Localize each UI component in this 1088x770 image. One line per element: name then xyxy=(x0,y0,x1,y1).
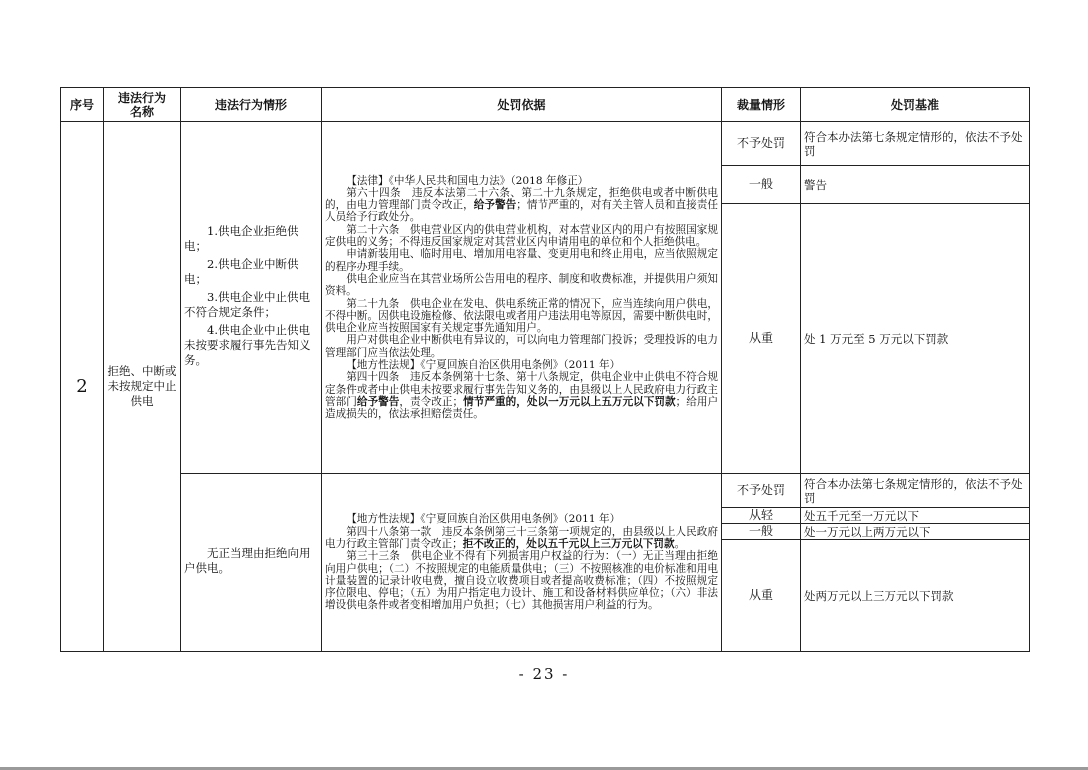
basis-text: 第六十四条 违反本法第二十六条、第二十九条规定，拒绝供电或者中断供电的，由电力管理部门责令改正， xyxy=(325,186,718,212)
basis-text: 第三十三条 供电企业不得有下列损害用户权益的行为：（一）无正当理由拒绝向用户供电；（二）不按照规定的电能质量供电；（三）不按照核准的电价标准和用电计量装置的记录计收电费，擅自设立收费项目或者提高收费标准；（四）不按照规定序位限电、停电；（五）为用户指定电力设计、施工和设备材料供应单位；（六）非法增设供电条件或者变相增加用户负担；（七）其他损害用户利益的行为。 xyxy=(325,550,718,612)
basis-text: 供电企业应当在其营业场所公告用电的程序、制度和收费标准，并提供用户须知资料。 xyxy=(325,272,718,298)
standard-1-2: 警告 xyxy=(801,166,1030,204)
standard-2-4: 处两万元以上三万元以下罚款 xyxy=(801,540,1030,652)
header-seq: 序号 xyxy=(61,88,104,122)
header-violation-name xyxy=(104,88,181,122)
basis-text: 【法律】《中华人民共和国电力法》（2018 年修正） xyxy=(346,174,589,187)
basis-text: 第四十八条第一款 违反本条例第三十三条第一项规定的，由县级以上人民政府电力行政主管部门责令改正； xyxy=(325,525,718,550)
page-number: - 23 - xyxy=(518,665,570,683)
basis-text: 第二十六条 供电营业区内的供电营业机构，对本营业区内的用户有按照国家规定供电的义务；不得违反国家规定对其营业区内申请用电的单位和个人拒绝供电。 xyxy=(325,223,718,249)
situation-1-line-4: 4.供电企业中止供电未按要求履行事先告知义务。 xyxy=(184,323,311,367)
basis-1 xyxy=(322,122,722,474)
basis-emphasis: 拒不改正的，处以五千元以上三万元以下罚款 xyxy=(462,537,675,550)
level-2-3: 一般 xyxy=(722,524,801,540)
header-violation-situation: 违法行为情形 xyxy=(181,88,322,122)
basis-paragraph xyxy=(325,526,718,551)
basis-paragraph xyxy=(325,371,718,420)
basis-paragraph xyxy=(325,187,718,224)
basis-text: ；给用户造成损失的，依法承担赔偿责任。 xyxy=(325,395,719,421)
basis-paragraph xyxy=(325,224,718,249)
basis-text: ，责令改正； xyxy=(399,395,464,408)
situation-2 xyxy=(181,474,322,652)
situation-1-line-1: 1.供电企业拒绝供电； xyxy=(184,224,299,253)
header-discretion-level: 裁量情形 xyxy=(722,88,801,122)
basis-text: 【地方性法规】《宁夏回族自治区供用电条例》（2011 年） xyxy=(346,513,621,526)
table-row xyxy=(61,474,1030,508)
basis-paragraph xyxy=(325,273,718,298)
basis-text: 申请新装用电、临时用电、增加用电容量、变更用电和终止用电，应当依照规定的程序办理手续。 xyxy=(325,248,718,273)
level-1-1: 不予处罚 xyxy=(722,122,801,166)
table-header-row xyxy=(61,88,1030,122)
basis-text: 第二十九条 供电企业在发电、供电系统正常的情况下，应当连续向用户供电，不得中断。因供电设施检修、依法限电或者用户违法用电等原因，需要中断供电时，供电企业应当按照国家有关规定事先通知用户。 xyxy=(325,297,718,335)
situation-1-line-2: 2.供电企业中断供电； xyxy=(184,257,299,286)
basis-paragraph xyxy=(325,248,718,273)
header-penalty-basis: 处罚依据 xyxy=(322,88,722,122)
table-row xyxy=(61,122,1030,166)
level-2-1: 不予处罚 xyxy=(722,474,801,508)
basis-emphasis: 给予警告 xyxy=(473,199,517,212)
level-2-4: 从重 xyxy=(722,540,801,652)
basis-text: ；情节严重的，对有关主管人员和直接责任人员给予行政处分。 xyxy=(325,199,719,224)
standard-2-2: 处五千元至一万元以下 xyxy=(801,508,1030,524)
situation-2-line-1: 无正当理由拒绝向用户供电。 xyxy=(184,546,311,575)
basis-emphasis: 情节严重的，处以一万元以上五万元以下罚款 xyxy=(463,395,676,408)
basis-text: 用户对供电企业中断供电有异议的，可以向电力管理部门投诉；受理投诉的电力管理部门应当依法处理。 xyxy=(325,334,718,359)
basis-paragraph xyxy=(325,298,718,335)
level-1-3: 从重 xyxy=(722,204,801,474)
situation-1 xyxy=(181,122,322,474)
basis-paragraph xyxy=(325,175,718,187)
standard-1-3: 处 1 万元至 5 万元以下罚款 xyxy=(801,204,1030,474)
basis-emphasis: 给予警告 xyxy=(356,395,400,408)
standard-1-1: 符合本办法第七条规定情形的，依法不予处罚 xyxy=(801,122,1030,166)
basis-paragraph xyxy=(325,513,718,525)
situation-1-line-3: 3.供电企业中止供电不符合规定条件； xyxy=(184,290,310,319)
basis-paragraph xyxy=(325,334,718,359)
basis-paragraph xyxy=(325,550,718,611)
header-violation-name-text: 违法行为 名称 xyxy=(117,90,166,119)
row-seq: 2 xyxy=(61,122,104,652)
header-penalty-standard: 处罚基准 xyxy=(801,88,1030,122)
basis-text: 【地方性法规】《宁夏回族自治区供用电条例》（2011 年） xyxy=(346,358,621,371)
basis-2 xyxy=(322,474,722,652)
penalty-standard-table xyxy=(60,87,1030,652)
basis-text: 。 xyxy=(674,537,686,550)
violation-name: 拒绝、中断或未按规定中止供电 xyxy=(104,122,181,652)
standard-2-1: 符合本办法第七条规定情形的，依法不予处罚 xyxy=(801,474,1030,508)
basis-text: 第四十四条 违反本条例第十七条、第十八条规定，供电企业中止供电不符合规定条件或者中止供电未按要求履行事先告知义务的，由县级以上人民政府电力行政主管部门 xyxy=(325,371,718,408)
basis-paragraph xyxy=(325,359,718,371)
standard-2-3: 处一万元以上两万元以下 xyxy=(801,524,1030,540)
level-2-2: 从轻 xyxy=(722,508,801,524)
level-1-2: 一般 xyxy=(722,166,801,204)
